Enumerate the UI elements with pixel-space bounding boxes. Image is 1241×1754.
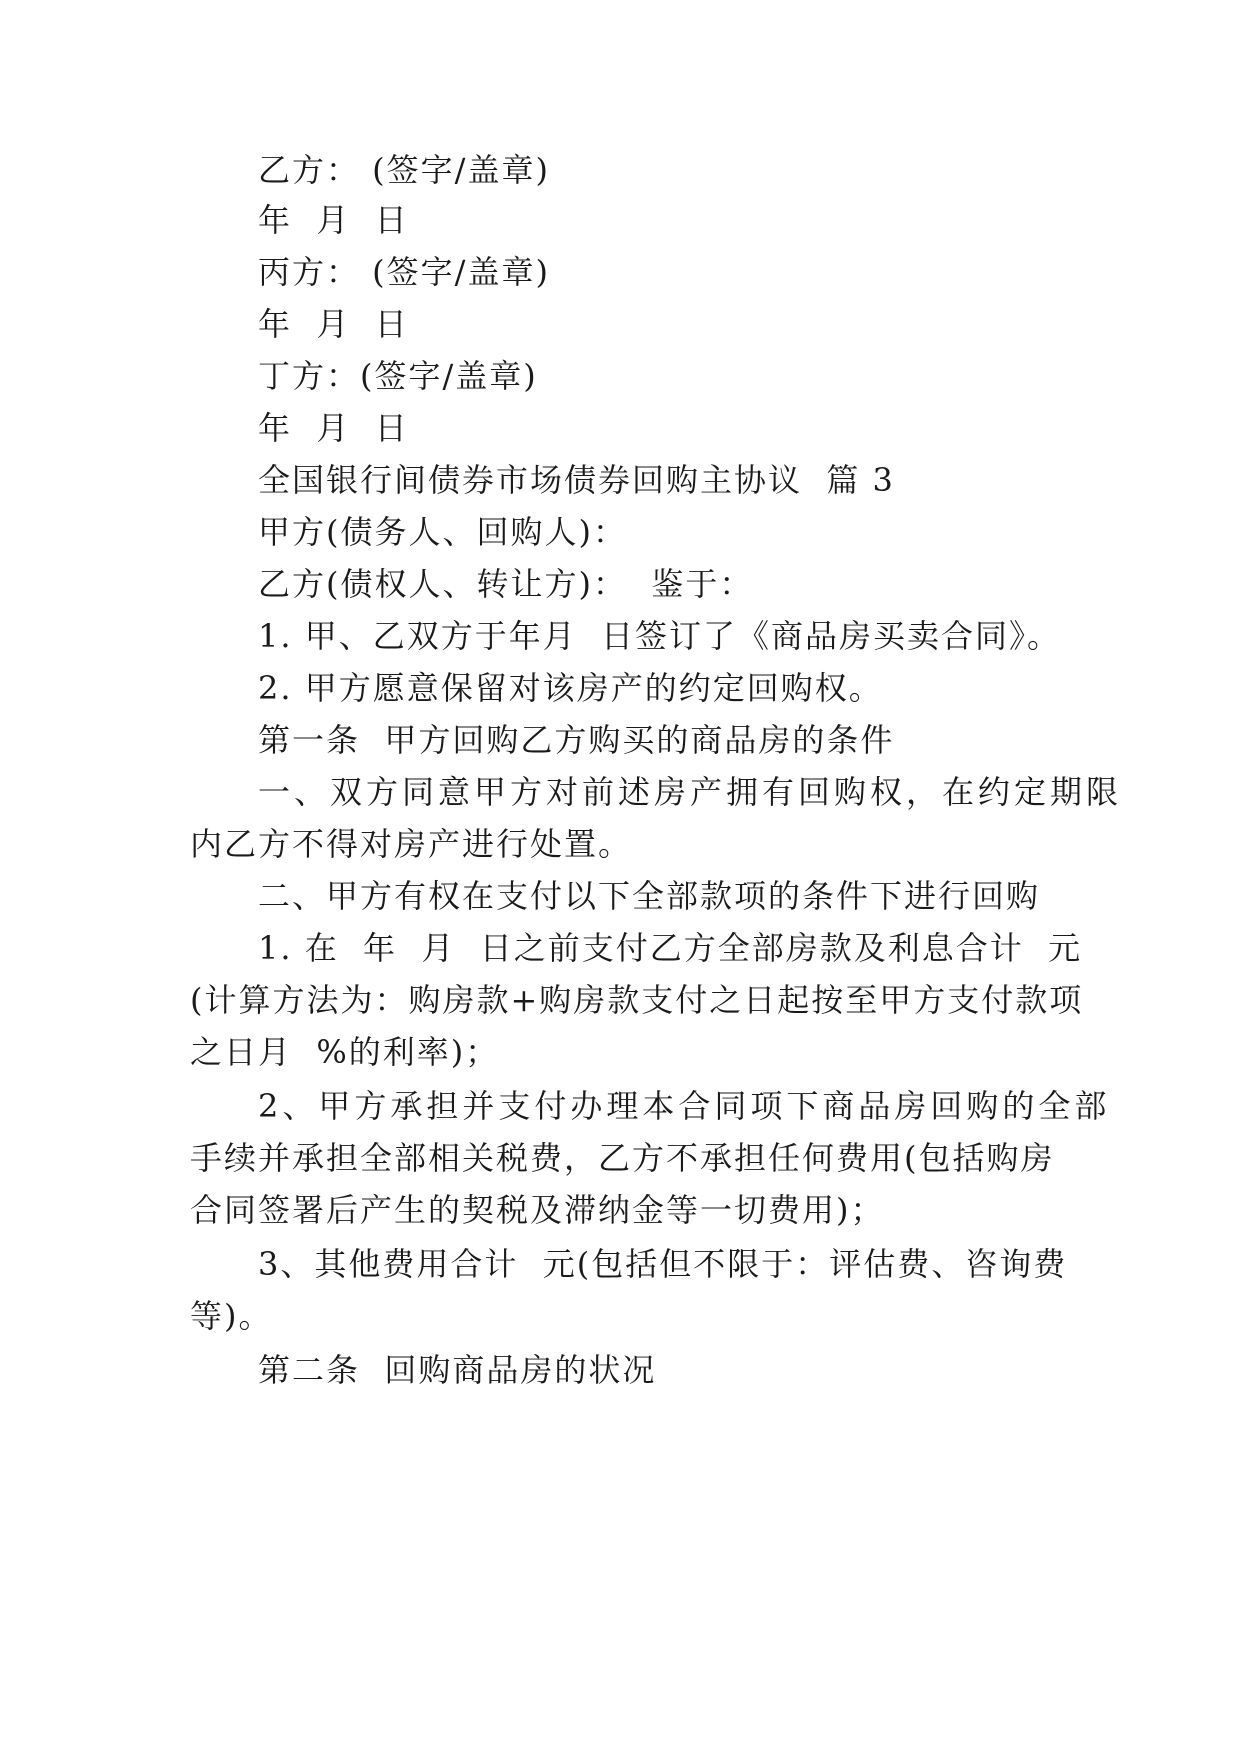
date-line: 年 月 日 <box>258 409 409 447</box>
paragraph-line: 3、其他费用合计 元(包括但不限于：评估费、咨询费 <box>258 1245 1068 1283</box>
recital-item: 2. 甲方愿意保留对该房产的约定回购权。 <box>258 669 883 707</box>
paragraph-line: 二、甲方有权在支付以下全部款项的条件下进行回购 <box>258 877 1041 915</box>
article-heading: 第一条 甲方回购乙方购买的商品房的条件 <box>258 721 895 759</box>
article-heading: 第二条 回购商品房的状况 <box>258 1351 657 1389</box>
paragraph-line: 之日月 %的利率)； <box>190 1033 500 1071</box>
paragraph-line: 2、甲方承担并支付办理本合同项下商品房回购的全部 <box>258 1087 1111 1125</box>
signature-line-party-d: 丁方：(签字/盖章) <box>258 357 538 395</box>
paragraph-line: 内乙方不得对房产进行处置。 <box>190 825 633 863</box>
paragraph-line: 手续并承担全部相关税费，乙方不承担任何费用(包括购房 <box>190 1139 1055 1177</box>
party-b-line: 乙方(债权人、转让方)： 鉴于： <box>258 565 754 603</box>
signature-line-party-b: 乙方： (签字/盖章) <box>258 151 550 189</box>
date-line: 年 月 日 <box>258 305 409 343</box>
paragraph-line: 合同签署后产生的契税及滞纳金等一切费用)； <box>190 1191 885 1229</box>
date-line: 年 月 日 <box>258 201 409 239</box>
paragraph-line: (计算方法为：购房款+购房款支付之日起按至甲方支付款项 <box>190 981 1084 1019</box>
paragraph-line: 一、双方同意甲方对前述房产拥有回购权，在约定期限 <box>258 773 1123 811</box>
paragraph-line: 1. 在 年 月 日之前支付乙方全部房款及利息合计 元 <box>258 929 1083 967</box>
party-a-line: 甲方(债务人、回购人)： <box>258 513 627 551</box>
signature-line-party-c: 丙方： (签字/盖章) <box>258 253 550 291</box>
paragraph-line: 等)。 <box>190 1297 273 1335</box>
recital-item: 1. 甲、乙双方于年月 日签订了《商品房买卖合同》。 <box>258 617 1062 655</box>
section-heading: 全国银行间债券市场债券回购主协议 篇 3 <box>258 461 895 499</box>
